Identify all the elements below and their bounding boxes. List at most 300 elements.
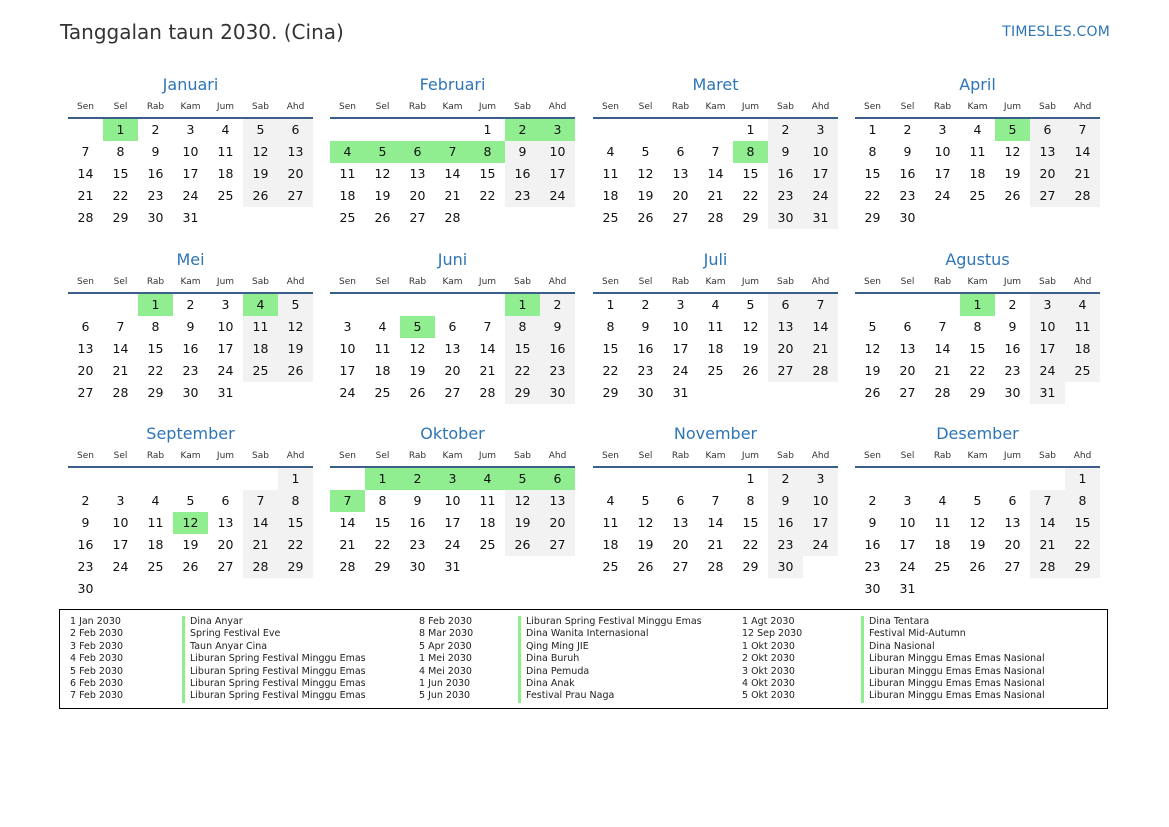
legend-holiday-name: Dina Anyar xyxy=(182,616,243,628)
day-cell: 20 xyxy=(77,363,94,378)
day-cell: 15 xyxy=(479,166,496,181)
day-cell: 5 xyxy=(278,294,313,316)
day-cell: 2 xyxy=(186,297,195,312)
day-cell: 7 xyxy=(938,319,947,334)
day-cell: 16 xyxy=(899,166,916,181)
weekday-label: Rab xyxy=(933,101,952,112)
day-cell: 15 xyxy=(742,515,759,530)
empty-day-cell xyxy=(435,119,470,141)
legend-holiday-name: Dina Buruh xyxy=(518,653,579,665)
week-row xyxy=(68,141,313,163)
site-link[interactable]: TIMESLES.COM xyxy=(1002,24,1110,40)
day-cell: 25 xyxy=(934,559,951,574)
empty-day-cell xyxy=(890,468,925,490)
weekday-label: Rab xyxy=(408,276,427,287)
day-cell: 18 xyxy=(339,188,356,203)
day-cell: 21 xyxy=(112,363,129,378)
weekday-label: Sab xyxy=(777,101,794,112)
weekday-header xyxy=(330,273,575,290)
day-cell: 2 xyxy=(768,119,803,141)
legend-date: 6 Feb 2030 xyxy=(70,677,124,689)
day-cell: 7 xyxy=(483,319,492,334)
day-cell: 13 xyxy=(768,316,803,338)
day-cell: 28 xyxy=(707,210,724,225)
day-cell: 11 xyxy=(374,341,391,356)
day-cell: 17 xyxy=(803,163,838,185)
empty-day-cell xyxy=(470,556,505,578)
day-cell: 29 xyxy=(1065,556,1100,578)
day-cell: 29 xyxy=(864,210,881,225)
weekday-label: Rab xyxy=(933,450,952,461)
day-cell: 6 xyxy=(81,319,90,334)
day-cell: 1 xyxy=(606,297,615,312)
day-cell: 12 xyxy=(637,166,654,181)
day-cell: 23 xyxy=(637,363,654,378)
day-cell: 17 xyxy=(444,515,461,530)
day-cell: 17 xyxy=(217,341,234,356)
day-cell: 24 xyxy=(934,188,951,203)
weekday-header xyxy=(855,98,1100,115)
week-row xyxy=(68,294,313,316)
week-row xyxy=(593,468,838,490)
month-title: Juli xyxy=(703,250,728,269)
weekday-label: Ahd xyxy=(548,101,567,112)
day-cell: 23 xyxy=(1004,363,1021,378)
holiday-day-cell: 6 xyxy=(400,141,435,163)
day-cell: 12 xyxy=(864,341,881,356)
day-cell: 4 xyxy=(151,493,160,508)
month-mei xyxy=(68,249,313,404)
day-cell: 27 xyxy=(444,385,461,400)
day-cell: 12 xyxy=(243,141,278,163)
day-cell: 24 xyxy=(672,363,689,378)
day-cell: 16 xyxy=(147,166,164,181)
day-cell: 1 xyxy=(1065,468,1100,490)
weekday-header xyxy=(68,447,313,464)
empty-day-cell xyxy=(173,578,208,600)
empty-day-cell xyxy=(698,119,733,141)
day-cell: 21 xyxy=(77,188,94,203)
week-row xyxy=(68,556,313,578)
week-row xyxy=(593,360,838,382)
week-row xyxy=(855,382,1100,404)
week-row xyxy=(330,360,575,382)
week-row xyxy=(855,534,1100,556)
day-cell: 7 xyxy=(1065,119,1100,141)
day-cell: 28 xyxy=(803,360,838,382)
day-cell: 26 xyxy=(505,534,540,556)
empty-day-cell xyxy=(768,382,803,404)
day-cell: 23 xyxy=(899,188,916,203)
day-cell: 12 xyxy=(969,515,986,530)
day-cell: 25 xyxy=(1065,360,1100,382)
day-cell: 10 xyxy=(182,144,199,159)
day-cell: 6 xyxy=(1030,119,1065,141)
day-cell: 7 xyxy=(243,490,278,512)
day-cell: 14 xyxy=(243,512,278,534)
day-cell: 9 xyxy=(868,515,877,530)
day-cell: 14 xyxy=(707,515,724,530)
weekday-label: Ahd xyxy=(811,450,830,461)
day-cell: 21 xyxy=(707,537,724,552)
legend-holiday-name: Liburan Spring Festival Minggu Emas xyxy=(182,653,366,665)
day-cell: 4 xyxy=(973,122,982,137)
holiday-day-cell: 7 xyxy=(435,141,470,163)
day-cell: 25 xyxy=(217,188,234,203)
day-cell: 13 xyxy=(1004,515,1021,530)
legend-holiday-name: Liburan Spring Festival Minggu Emas xyxy=(182,666,366,678)
weekday-label: Jum xyxy=(1003,276,1022,287)
weekday-label: Sel xyxy=(113,101,128,112)
day-cell: 22 xyxy=(374,537,391,552)
week-row xyxy=(593,294,838,316)
day-cell: 3 xyxy=(343,319,352,334)
weekday-label: Sab xyxy=(1039,450,1056,461)
day-cell: 2 xyxy=(868,493,877,508)
empty-day-cell xyxy=(540,556,575,578)
legend-holiday-name: Qing Ming JIE xyxy=(518,641,589,653)
day-cell: 19 xyxy=(1004,166,1021,181)
empty-day-cell xyxy=(663,119,698,141)
day-cell: 22 xyxy=(278,534,313,556)
legend-date: 5 Okt 2030 xyxy=(742,690,795,702)
day-cell: 2 xyxy=(641,297,650,312)
holiday-day-cell: 1 xyxy=(138,294,173,316)
day-cell: 20 xyxy=(444,363,461,378)
empty-day-cell xyxy=(540,207,575,229)
weekday-label: Sel xyxy=(375,101,390,112)
day-cell: 15 xyxy=(147,341,164,356)
week-row xyxy=(855,360,1100,382)
day-cell: 9 xyxy=(641,319,650,334)
legend-date: 8 Mar 2030 xyxy=(419,628,474,640)
legend-date: 8 Feb 2030 xyxy=(419,616,473,627)
day-cell: 2 xyxy=(1008,297,1017,312)
week-row xyxy=(855,578,1100,600)
day-cell: 13 xyxy=(672,166,689,181)
day-cell: 30 xyxy=(77,581,94,596)
day-cell: 15 xyxy=(112,166,129,181)
month-title: Oktober xyxy=(420,424,485,443)
day-cell: 4 xyxy=(606,493,615,508)
week-row xyxy=(330,207,575,229)
day-cell: 1 xyxy=(868,122,877,137)
day-cell: 25 xyxy=(243,360,278,382)
day-cell: 19 xyxy=(864,363,881,378)
week-row xyxy=(593,185,838,207)
weekday-label: Ahd xyxy=(1073,450,1092,461)
holiday-day-cell: 2 xyxy=(505,119,540,141)
empty-day-cell xyxy=(470,207,505,229)
day-cell: 9 xyxy=(505,141,540,163)
weekday-label: Jum xyxy=(478,101,497,112)
weekday-label: Sel xyxy=(900,101,915,112)
day-cell: 6 xyxy=(278,119,313,141)
legend-holiday-name: Spring Festival Eve xyxy=(182,628,280,640)
day-cell: 29 xyxy=(505,382,540,404)
day-cell: 27 xyxy=(409,210,426,225)
week-row xyxy=(855,294,1100,316)
holiday-day-cell: 6 xyxy=(540,468,575,490)
empty-day-cell xyxy=(1065,578,1100,600)
day-cell: 20 xyxy=(672,188,689,203)
month-title: Juni xyxy=(437,250,468,269)
day-cell: 9 xyxy=(151,144,160,159)
empty-day-cell xyxy=(208,207,243,229)
day-cell: 7 xyxy=(711,493,720,508)
legend-date: 3 Okt 2030 xyxy=(742,665,795,677)
weekday-label: Rab xyxy=(671,101,690,112)
holiday-day-cell: 1 xyxy=(365,468,400,490)
day-cell: 21 xyxy=(1065,163,1100,185)
empty-day-cell xyxy=(208,578,243,600)
day-cell: 15 xyxy=(742,166,759,181)
weekday-label: Sen xyxy=(864,450,881,461)
weekday-header xyxy=(855,273,1100,290)
day-cell: 29 xyxy=(969,385,986,400)
week-row xyxy=(330,316,575,338)
month-title: Februari xyxy=(419,75,486,94)
weekday-label: Kam xyxy=(967,450,988,461)
month-title: Agustus xyxy=(945,250,1010,269)
weekday-label: Rab xyxy=(933,276,952,287)
day-cell: 9 xyxy=(1008,319,1017,334)
week-row xyxy=(593,316,838,338)
day-cell: 14 xyxy=(444,166,461,181)
month-desember xyxy=(855,423,1100,600)
day-cell: 11 xyxy=(707,319,724,334)
day-cell: 30 xyxy=(182,385,199,400)
weekday-label: Kam xyxy=(180,101,201,112)
empty-day-cell xyxy=(365,294,400,316)
day-cell: 30 xyxy=(147,210,164,225)
month-februari xyxy=(330,74,575,229)
day-cell: 3 xyxy=(186,122,195,137)
empty-day-cell xyxy=(173,468,208,490)
day-cell: 18 xyxy=(1065,338,1100,360)
day-cell: 17 xyxy=(339,363,356,378)
day-cell: 18 xyxy=(147,537,164,552)
weekday-header xyxy=(593,273,838,290)
empty-day-cell xyxy=(960,207,995,229)
day-cell: 31 xyxy=(803,207,838,229)
day-cell: 25 xyxy=(147,559,164,574)
week-row xyxy=(855,316,1100,338)
legend-holiday-name: Dina Nasional xyxy=(861,641,935,653)
day-cell: 29 xyxy=(742,559,759,574)
day-cell: 31 xyxy=(182,210,199,225)
day-cell: 14 xyxy=(803,316,838,338)
day-cell: 29 xyxy=(742,210,759,225)
day-cell: 28 xyxy=(112,385,129,400)
day-cell: 29 xyxy=(147,385,164,400)
day-cell: 4 xyxy=(711,297,720,312)
weekday-label: Jum xyxy=(741,276,760,287)
weekday-label: Sen xyxy=(602,450,619,461)
day-cell: 9 xyxy=(413,493,422,508)
day-cell: 21 xyxy=(803,338,838,360)
day-cell: 18 xyxy=(934,537,951,552)
day-cell: 22 xyxy=(505,360,540,382)
week-row xyxy=(68,163,313,185)
week-row xyxy=(855,141,1100,163)
weekday-label: Sel xyxy=(900,276,915,287)
day-cell: 12 xyxy=(278,316,313,338)
day-cell: 24 xyxy=(540,185,575,207)
day-cell: 28 xyxy=(934,385,951,400)
weekday-label: Sel xyxy=(638,101,653,112)
day-cell: 26 xyxy=(278,360,313,382)
empty-day-cell xyxy=(330,294,365,316)
day-cell: 18 xyxy=(602,537,619,552)
weekday-label: Rab xyxy=(146,450,165,461)
empty-day-cell xyxy=(68,468,103,490)
day-cell: 11 xyxy=(243,316,278,338)
legend-date: 4 Okt 2030 xyxy=(742,677,795,689)
empty-day-cell xyxy=(68,119,103,141)
week-row xyxy=(855,490,1100,512)
weekday-header xyxy=(330,98,575,115)
page-title: Tanggalan taun 2030. (Cina) xyxy=(60,20,344,44)
day-cell: 7 xyxy=(711,144,720,159)
weekday-label: Kam xyxy=(967,276,988,287)
empty-day-cell xyxy=(803,556,838,578)
weekday-label: Ahd xyxy=(286,276,305,287)
day-cell: 3 xyxy=(676,297,685,312)
day-cell: 13 xyxy=(278,141,313,163)
holiday-day-cell: 8 xyxy=(733,141,768,163)
empty-day-cell xyxy=(330,468,365,490)
day-cell: 15 xyxy=(505,338,540,360)
week-row xyxy=(855,468,1100,490)
weekday-label: Sen xyxy=(339,450,356,461)
day-cell: 18 xyxy=(969,166,986,181)
day-cell: 24 xyxy=(217,363,234,378)
weekday-label: Sab xyxy=(514,450,531,461)
day-cell: 3 xyxy=(803,119,838,141)
weekday-label: Sen xyxy=(339,101,356,112)
empty-day-cell xyxy=(505,556,540,578)
day-cell: 24 xyxy=(182,188,199,203)
day-cell: 21 xyxy=(1030,534,1065,556)
day-cell: 15 xyxy=(602,341,619,356)
day-cell: 18 xyxy=(479,515,496,530)
day-cell: 29 xyxy=(602,385,619,400)
day-cell: 8 xyxy=(116,144,125,159)
day-cell: 28 xyxy=(339,559,356,574)
weekday-label: Ahd xyxy=(286,101,305,112)
day-cell: 21 xyxy=(444,188,461,203)
day-cell: 23 xyxy=(768,534,803,556)
weekday-label: Ahd xyxy=(1073,101,1092,112)
empty-day-cell xyxy=(1030,207,1065,229)
week-row xyxy=(330,338,575,360)
day-cell: 15 xyxy=(969,341,986,356)
week-row xyxy=(330,512,575,534)
empty-day-cell xyxy=(663,468,698,490)
legend-holiday-name: Liburan Minggu Emas Emas Nasional xyxy=(861,690,1045,702)
weekday-label: Sel xyxy=(638,276,653,287)
day-cell: 28 xyxy=(1030,556,1065,578)
day-cell: 17 xyxy=(934,166,951,181)
week-row xyxy=(330,534,575,556)
day-cell: 18 xyxy=(217,166,234,181)
empty-day-cell xyxy=(470,294,505,316)
day-cell: 25 xyxy=(707,363,724,378)
day-cell: 11 xyxy=(934,515,951,530)
day-cell: 11 xyxy=(339,166,356,181)
day-cell: 11 xyxy=(602,515,619,530)
day-cell: 10 xyxy=(899,515,916,530)
day-cell: 28 xyxy=(479,385,496,400)
day-cell: 5 xyxy=(641,144,650,159)
holiday-day-cell: 4 xyxy=(243,294,278,316)
month-maret xyxy=(593,74,838,229)
weekday-label: Ahd xyxy=(811,101,830,112)
day-cell: 27 xyxy=(77,385,94,400)
holiday-day-cell: 5 xyxy=(995,119,1030,141)
day-cell: 24 xyxy=(803,534,838,556)
legend-date: 7 Feb 2030 xyxy=(70,690,124,702)
day-cell: 23 xyxy=(505,185,540,207)
day-cell: 6 xyxy=(448,319,457,334)
day-cell: 8 xyxy=(505,316,540,338)
week-row xyxy=(855,163,1100,185)
day-cell: 5 xyxy=(641,493,650,508)
day-cell: 8 xyxy=(746,493,755,508)
weekday-label: Kam xyxy=(442,450,463,461)
day-cell: 4 xyxy=(378,319,387,334)
day-cell: 5 xyxy=(746,297,755,312)
day-cell: 1 xyxy=(278,468,313,490)
empty-day-cell xyxy=(138,578,173,600)
weekday-label: Jum xyxy=(478,450,497,461)
day-cell: 26 xyxy=(243,185,278,207)
weekday-label: Sel xyxy=(375,450,390,461)
day-cell: 7 xyxy=(116,319,125,334)
empty-day-cell xyxy=(365,119,400,141)
weekday-label: Sab xyxy=(252,101,269,112)
day-cell: 8 xyxy=(151,319,160,334)
day-cell: 30 xyxy=(1004,385,1021,400)
day-cell: 16 xyxy=(768,512,803,534)
weekday-label: Rab xyxy=(408,101,427,112)
day-cell: 8 xyxy=(606,319,615,334)
weekday-label: Kam xyxy=(180,276,201,287)
empty-day-cell xyxy=(278,578,313,600)
week-row xyxy=(593,534,838,556)
day-cell: 8 xyxy=(868,144,877,159)
day-cell: 20 xyxy=(899,363,916,378)
day-cell: 28 xyxy=(1065,185,1100,207)
legend-holiday-name: Liburan Minggu Emas Emas Nasional xyxy=(861,678,1045,690)
day-cell: 10 xyxy=(540,141,575,163)
empty-day-cell xyxy=(995,578,1030,600)
weekday-label: Sel xyxy=(638,450,653,461)
legend-date: 1 Agt 2030 xyxy=(742,616,795,627)
empty-day-cell xyxy=(1030,468,1065,490)
week-row xyxy=(330,490,575,512)
weekday-label: Kam xyxy=(705,450,726,461)
weekday-label: Sen xyxy=(602,101,619,112)
day-cell: 13 xyxy=(217,515,234,530)
empty-day-cell xyxy=(1065,382,1100,404)
day-cell: 6 xyxy=(768,294,803,316)
day-cell: 26 xyxy=(969,559,986,574)
day-cell: 13 xyxy=(672,515,689,530)
week-row xyxy=(68,119,313,141)
day-cell: 21 xyxy=(479,363,496,378)
